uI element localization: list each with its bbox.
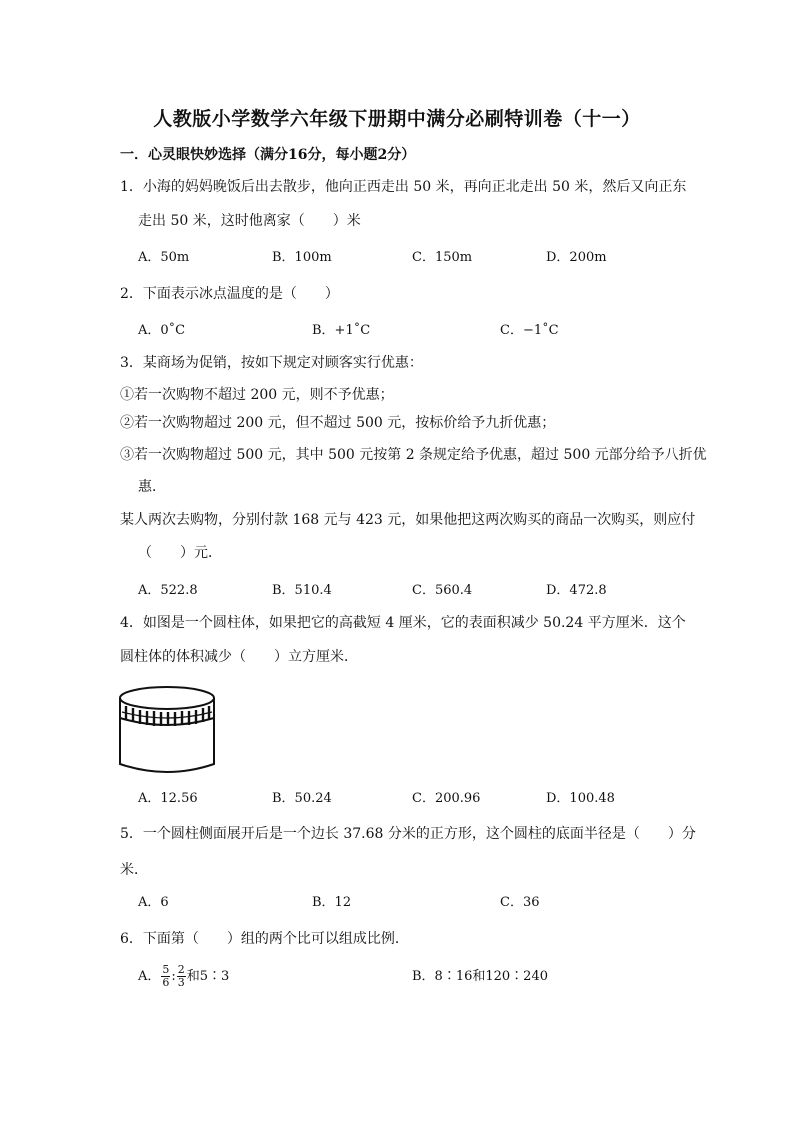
question-1-option-d[interactable]: D．200m bbox=[546, 250, 607, 265]
question-4-option-b[interactable]: B．50.24 bbox=[272, 791, 332, 806]
question-6-option-b[interactable]: B．8∶16和120∶240 bbox=[412, 969, 548, 984]
page-title: 人教版小学数学六年级下册期中满分必刷特训卷（十一） bbox=[153, 108, 641, 130]
fraction-two-thirds bbox=[177, 964, 186, 989]
question-3-rule-3b: 惠． bbox=[138, 479, 166, 495]
question-5-option-c[interactable]: C．36 bbox=[500, 895, 540, 910]
section-heading: 一．心灵眼快妙选择（满分16分，每小题2分） bbox=[120, 147, 416, 163]
question-3-line-2: 某人两次去购物，分别付款 168 元与 423 元，如果他把这两次购买的商品一次购买，则应付 bbox=[120, 512, 696, 528]
question-2-option-c[interactable]: C．−1˚C bbox=[500, 323, 559, 338]
option-a-suffix: 和5∶3 bbox=[186, 969, 230, 984]
question-4-option-c[interactable]: C．200.96 bbox=[412, 791, 481, 806]
question-5-option-b[interactable]: B．12 bbox=[312, 895, 352, 910]
question-6-option-a[interactable] bbox=[138, 962, 229, 992]
question-4-option-d[interactable]: D．100.48 bbox=[546, 791, 615, 806]
question-2-line-1: 2．下面表示冰点温度的是（ ） bbox=[120, 286, 339, 302]
question-3-option-b[interactable]: B．510.4 bbox=[272, 583, 332, 598]
question-3-option-d[interactable]: D．472.8 bbox=[546, 583, 607, 598]
question-6-line-1: 6．下面第（ ）组的两个比可以组成比例． bbox=[120, 931, 409, 947]
question-3-option-a[interactable]: A．522.8 bbox=[138, 583, 198, 598]
fraction-denominator: 3 bbox=[177, 976, 185, 989]
question-3-line-3: （ ）元． bbox=[138, 545, 222, 561]
question-1-option-c[interactable]: C．150m bbox=[412, 250, 473, 265]
question-5-line-2: 米． bbox=[120, 862, 148, 878]
cylinder-figure bbox=[116, 684, 218, 776]
question-1-line-1: 1．小海的妈妈晚饭后出去散步，他向正西走出 50 米，再向正北走出 50 米，然后又向正东 bbox=[120, 179, 687, 195]
question-3-rule-2: ②若一次购物超过 200 元，但不超过 500 元，按标价给予九折优惠； bbox=[120, 415, 556, 431]
fraction-numerator: 2 bbox=[177, 963, 185, 976]
fraction-numerator: 5 bbox=[162, 963, 170, 976]
question-1-line-2: 走出 50 米，这时他离家（ ）米 bbox=[138, 213, 361, 229]
question-1-option-a[interactable]: A．50m bbox=[138, 250, 190, 265]
question-3-option-c[interactable]: C．560.4 bbox=[412, 583, 473, 598]
question-3-rule-1: ①若一次购物不超过 200 元，则不予优惠； bbox=[120, 387, 394, 403]
question-5-line-1: 5．一个圆柱侧面展开后是一个边长 37.68 分米的正方形，这个圆柱的底面半径是（ ）分 bbox=[120, 826, 696, 842]
question-4-line-1: 4．如图是一个圆柱体，如果把它的高截短 4 厘米，它的表面积减少 50.24 平方厘米．这个 bbox=[120, 615, 686, 631]
question-2-option-b[interactable]: B．+1˚C bbox=[312, 323, 371, 338]
ratio-colon: : bbox=[171, 969, 176, 984]
question-4-line-2: 圆柱体的体积减少（ ）立方厘米． bbox=[120, 649, 358, 665]
question-1-option-b[interactable]: B．100m bbox=[272, 250, 332, 265]
question-3-line-1: 3．某商场为促销，按如下规定对顾客实行优惠： bbox=[120, 355, 423, 371]
question-4-option-a[interactable]: A．12.56 bbox=[138, 791, 198, 806]
question-3-rule-3a: ③若一次购物超过 500 元，其中 500 元按第 2 条规定给予优惠，超过 500 元部分给予八折优 bbox=[120, 447, 707, 463]
question-2-option-a[interactable]: A．0˚C bbox=[138, 323, 186, 338]
fraction-denominator: 6 bbox=[162, 976, 170, 989]
question-5-option-a[interactable]: A．6 bbox=[138, 895, 169, 910]
fraction-five-sixths bbox=[161, 964, 170, 989]
option-a-prefix: A． bbox=[138, 969, 161, 984]
